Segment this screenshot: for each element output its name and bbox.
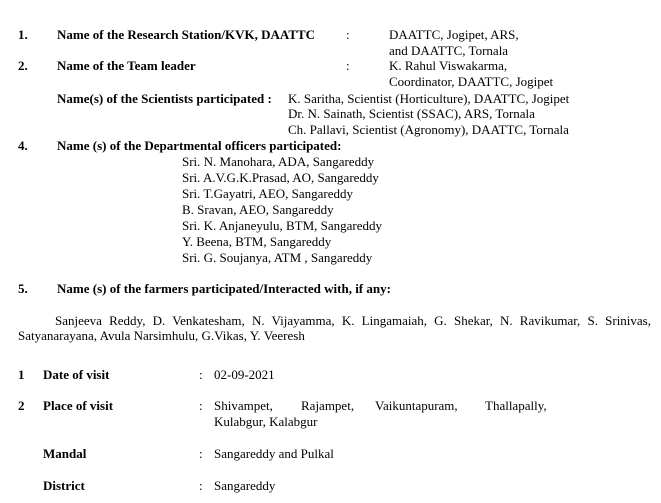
farmers-line-1: Sanjeeva Reddy, D. Venkatesham, N. Vijayamma, K. Lingamaiah, G. Shekar, N. Ravikumar, S. Srinivas,	[55, 313, 651, 328]
district-value: Sangareddy	[214, 478, 276, 493]
visit-place-label: Place of visit	[43, 398, 114, 413]
visit-place-line-2: Kulabgur, Kalabgur	[214, 414, 318, 429]
item1-number: 1.	[18, 27, 28, 42]
visit-date-number: 1	[18, 367, 25, 382]
mandal-label: Mandal	[43, 446, 87, 461]
district-colon: :	[199, 478, 203, 493]
visit-place-colon: :	[199, 398, 203, 413]
mandal-colon: :	[199, 446, 203, 461]
mandal-value: Sangareddy and Pulkal	[214, 446, 334, 461]
item2-number: 2.	[18, 58, 28, 73]
visit-date-colon: :	[199, 367, 203, 382]
officer-line-5: Sri. K. Anjaneyulu, BTM, Sangareddy	[182, 218, 383, 233]
team-leader-line-2: Coordinator, DAATTC, Jogipet	[389, 74, 554, 89]
district-label: District	[43, 478, 85, 493]
visit-place-number: 2	[18, 398, 25, 413]
item4-number: 4.	[18, 138, 28, 153]
scientists-label: Name(s) of the Scientists participated :	[57, 91, 272, 106]
officer-line-2: Sri. A.V.G.K.Prasad, AO, Sangareddy	[182, 170, 379, 185]
officer-line-1: Sri. N. Manohara, ADA, Sangareddy	[182, 154, 375, 169]
officer-line-4: B. Sravan, AEO, Sangareddy	[182, 202, 334, 217]
item1-label: Name of the Research Station/KVK, DAATTC	[57, 27, 316, 42]
farmers-line-2: Satyanarayana, Avula Narsimhulu, G.Vikas, Y. Veeresh	[18, 328, 305, 343]
officer-line-7: Sri. G. Soujanya, ATM , Sangareddy	[182, 250, 373, 265]
place-thallapally: Thallapally,	[485, 398, 547, 413]
item4-label: Name (s) of the Departmental officers participated:	[57, 138, 342, 153]
item5-number: 5.	[18, 281, 28, 296]
officer-line-3: Sri. T.Gayatri, AEO, Sangareddy	[182, 186, 354, 201]
officer-line-6: Y. Beena, BTM, Sangareddy	[182, 234, 332, 249]
item5-label: Name (s) of the farmers participated/Interacted with, if any:	[57, 281, 391, 296]
scientist-line-3: Ch. Pallavi, Scientist (Agronomy), DAATTC, Tornala	[288, 122, 569, 137]
visit-date-label: Date of visit	[43, 367, 110, 382]
item1-colon: :	[346, 27, 350, 42]
place-rajampet: Rajampet,	[301, 398, 355, 413]
scientist-line-1: K. Saritha, Scientist (Horticulture), DAATTC, Jogipet	[288, 91, 570, 106]
place-shivampet: Shivampet,	[214, 398, 273, 413]
place-vaikuntapuram: Vaikuntapuram,	[375, 398, 458, 413]
item2-colon: :	[346, 58, 350, 73]
item2-label: Name of the Team leader	[57, 58, 196, 73]
research-station-line-2: and DAATTC, Tornala	[389, 43, 509, 58]
research-station-line-1: DAATTC, Jogipet, ARS,	[389, 27, 519, 42]
scientist-line-2: Dr. N. Sainath, Scientist (SSAC), ARS, Tornala	[288, 106, 535, 121]
visit-date-value: 02-09-2021	[214, 367, 275, 382]
team-leader-line-1: K. Rahul Viswakarma,	[389, 58, 508, 73]
